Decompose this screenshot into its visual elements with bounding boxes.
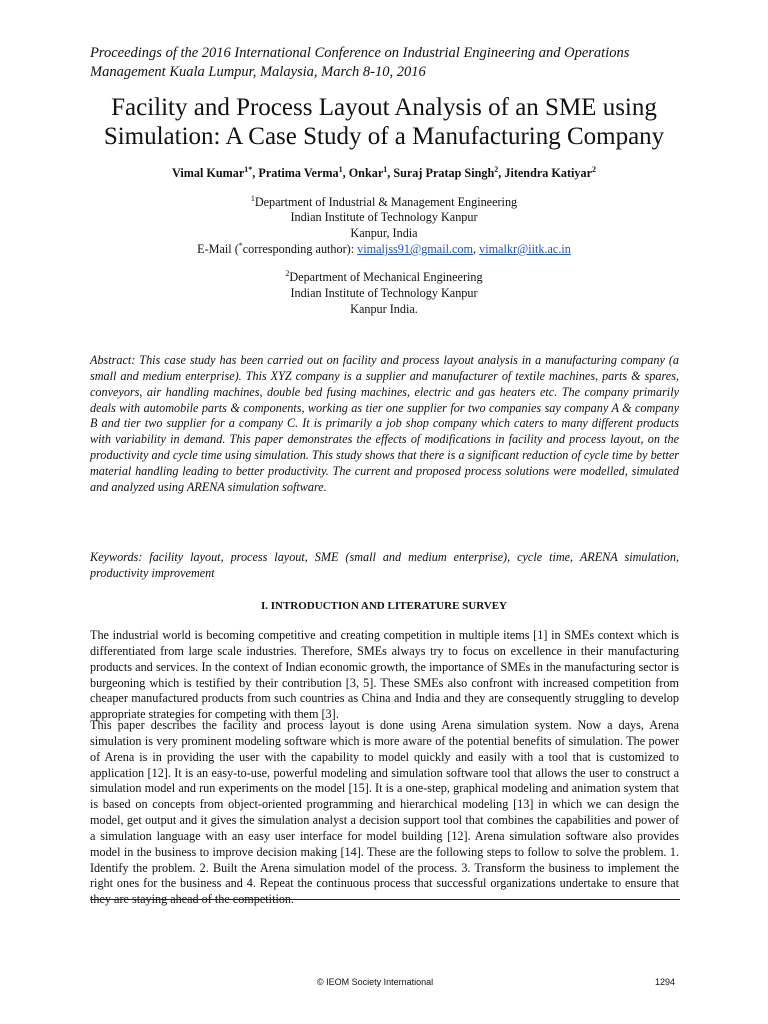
author-affiliation-marker: 1* — [244, 164, 253, 174]
author-list — [40, 166, 728, 181]
corresponding-marker: * — [238, 240, 243, 250]
email-link-1[interactable]: vimaljss91@gmail.com — [357, 242, 473, 256]
footer-society: © IEOM Society International — [317, 977, 434, 987]
author-affiliation-marker: 2 — [494, 164, 499, 174]
affiliation-1-department — [40, 195, 728, 211]
email-prefix: E-Mail ( — [197, 242, 239, 256]
author-affiliation-marker: 1 — [338, 164, 343, 174]
introduction-paragraph-2: This paper describes the facility and process layout is done using Arena simulation system. Now a days, Arena simulation is very prominent modeling software which is more aware of the potential benefits of simulation. The power of Arena is in providing the user with the capability to model quickly and easily with a tool that is customized to application [12]. It is an easy-to-use, powerful modeling and simulation software tool that allows the user to construct a simulation model and run experiments on the model [15]. It is a one-step, graphical modeling and animation system that is based on concepts from object-oriented programming and hierarchical modeling [13] in which we can design the model, get output and it gives the simulation analyst a decision support tool that combines the capabilities and power of a simulation language with an easy user interface for model building [12]. Arena simulation software also provides model in the business to improve decision making [14]. These are the following steps to follow to solve the problem. 1. Identify the problem. 2. Built the Arena simulation model of the process. 3. Transform the business to implement the right ones for the business and 4. Repeat the continuous process that successful organizations undertake to ensure that they are staying ahead of the competition. — [90, 718, 679, 907]
affiliation-2-institute: Indian Institute of Technology Kanpur — [290, 286, 478, 300]
email-separator: , — [473, 242, 480, 256]
affiliation-2-marker: 2 — [285, 268, 290, 278]
author-name: Pratima Verma — [258, 166, 339, 180]
author-name: Onkar — [348, 166, 384, 180]
footer-rule — [90, 899, 680, 900]
keywords-paragraph: Keywords: facility layout, process layout, SME (small and medium enterprise), cycle time, ARENA simulation, productivity improvement — [90, 550, 679, 580]
paper-title-line-1: Facility and Process Layout Analysis of an SME using — [111, 94, 657, 121]
affiliation-2-department — [40, 270, 728, 286]
author-affiliation-marker: 1 — [383, 164, 388, 174]
author-separator: , — [342, 166, 349, 180]
email-label: corresponding author): — [242, 242, 358, 256]
paper-title-line-2: Simulation: A Case Study of a Manufacturing Company — [103, 123, 665, 150]
footer-page-number: 1294 — [655, 977, 676, 987]
affiliation-1-city: Kanpur, India — [350, 226, 418, 240]
affiliation-2-department-text: Department of Mechanical Engineering — [289, 270, 483, 284]
author-affiliation-marker: 2 — [592, 164, 597, 174]
affiliation-1-email-line — [40, 242, 728, 258]
author-name: Jitendra Katiyar — [504, 166, 593, 180]
introduction-paragraph-1: The industrial world is becoming competitive and creating competition in multiple items [1] in SMEs context which is differentiated from large scale industries. Therefore, SMEs always try to focus on excellence in their manufacturing products and services. In the context of Indian economic growth, the importance of SMEs in the manufacturing sector is burgeoning which is testified by their contribution [3, 5]. These SMEs also confront with increased competition from cheaper manufactured products from such countries as China and India and they are consequently struggling to develop appropriate strategies for competing with them [3]. — [90, 628, 679, 722]
affiliation-1-department-text: Department of Industrial & Management Engineering — [254, 195, 518, 209]
email-link-2[interactable]: vimalkr@iitk.ac.in — [479, 242, 571, 256]
affiliation-1-institute: Indian Institute of Technology Kanpur — [290, 210, 478, 224]
proceedings-header-line-2: Management Kuala Lumpur, Malaysia, March 8-10, 2016 — [90, 64, 426, 80]
author-name: Vimal Kumar — [171, 166, 245, 180]
author-separator: , — [387, 166, 394, 180]
author-separator: , — [498, 166, 505, 180]
abstract-paragraph: Abstract: This case study has been carried out on facility and process layout analysis in a manufacturing company (a small and medium enterprise). This XYZ company is a supplier and manufacturer of textile machines, parts & spares, conveyors, air handling machines, double bed fusing machines, electric and gas heaters etc. The company primarily deals with automobile parts & components, working as tier one supplier for two companies say company A & company B and tier two supplier for a company C. It is primarily a job shop company which caters to many different products with variability in demand. This paper demonstrates the effects of modifications in facility and process layout, on the productivity and cycle time using simulation. This study shows that there is a significant reduction of cycle time by better material handling leading to better productivity. The current and proposed process solutions were modelled, simulated and analyzed using ARENA simulation software. — [90, 353, 679, 494]
section-heading-introduction: I. INTRODUCTION AND LITERATURE SURVEY — [260, 600, 508, 612]
affiliation-2-city: Kanpur India. — [350, 302, 418, 316]
proceedings-header-line-1: Proceedings of the 2016 International Conference on Industrial Engineering and Operations — [90, 45, 630, 61]
author-separator: , — [252, 166, 259, 180]
affiliation-1-marker: 1 — [250, 193, 255, 203]
author-name: Suraj Pratap Singh — [393, 166, 495, 180]
